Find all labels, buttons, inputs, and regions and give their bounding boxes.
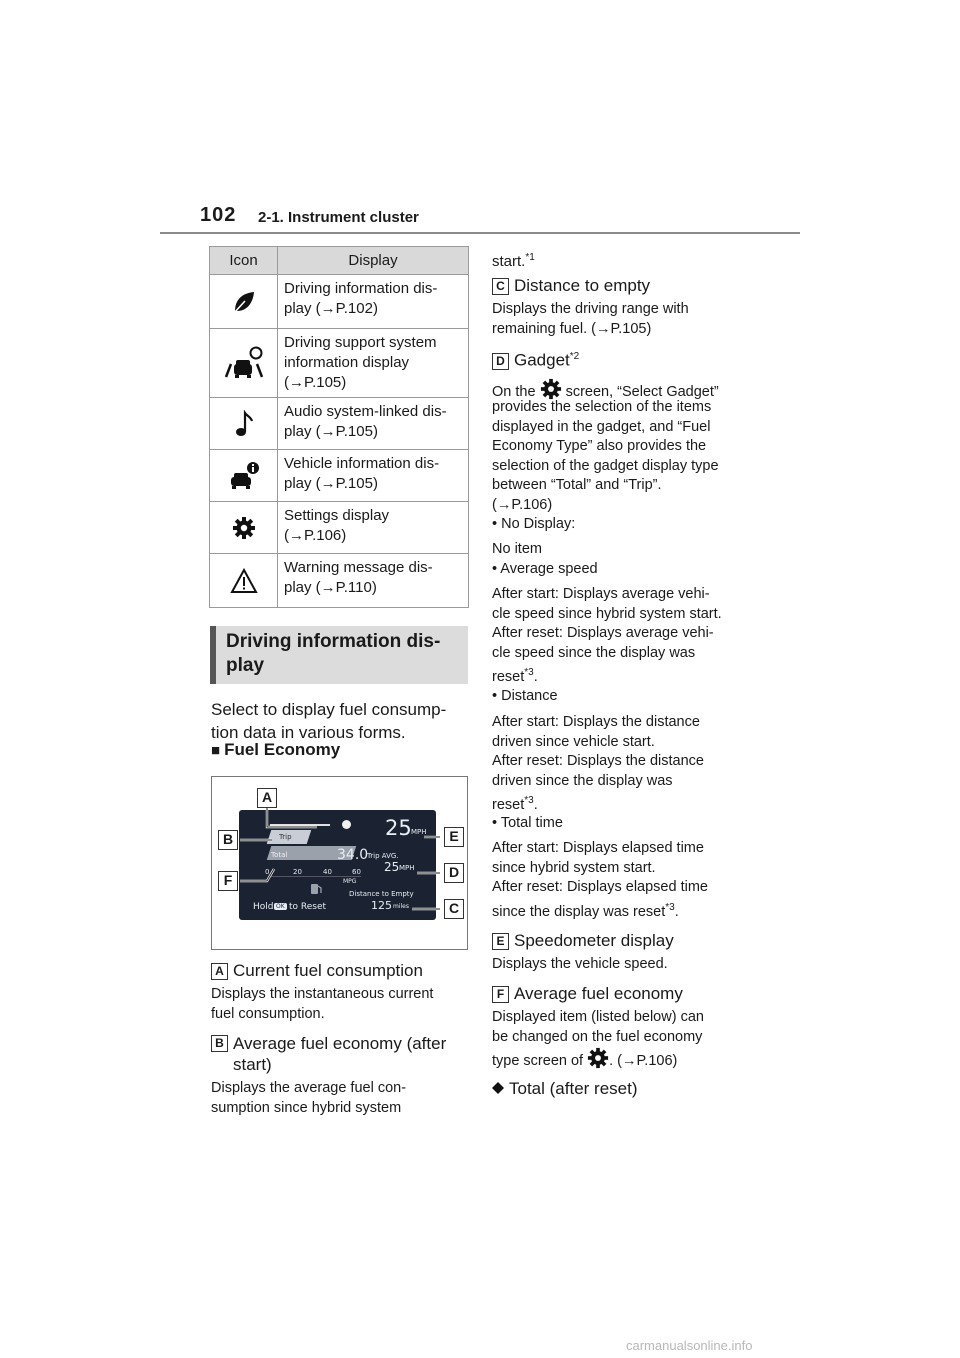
screen-select-gadget-text: screen, “Select Gadget” (565, 384, 719, 400)
row-display-text: Vehicle information dis- play (→P.105) (284, 455, 440, 492)
watermark: carmanualsonline.info (626, 1338, 753, 1353)
item-f-desc (492, 1008, 752, 1072)
item-b-title: Average fuel economy (after start) (233, 1034, 447, 1074)
speed-value: 25 (385, 816, 412, 840)
col-display-header: Display (278, 247, 469, 275)
footnote-2: *2 (569, 351, 580, 362)
item-a-desc: Displays the instantaneous current fuel consumption. (211, 986, 434, 1022)
item-b-heading (211, 1033, 473, 1075)
item-f-title: Average fuel economy (514, 984, 683, 1003)
row-display-text: Warning message dis- play (→P.110) (284, 559, 433, 596)
item-d-title: Gadget (514, 350, 570, 370)
callout-f: F (218, 871, 238, 891)
item-a-heading (211, 960, 423, 981)
tick-60: 60 (352, 868, 361, 876)
car-info-icon (227, 461, 261, 491)
car-support-icon (222, 346, 266, 380)
item-c-title: Distance to empty (514, 276, 651, 295)
row-display-text: Audio system-linked dis- play (→P.105) (284, 403, 447, 440)
item-f-ref: . (→P.106) (609, 1053, 678, 1069)
music-note-icon (234, 410, 254, 438)
item-f-heading (492, 983, 683, 1004)
letter-a: A (211, 963, 228, 980)
bullet-no-display: • No Display: (492, 516, 576, 532)
fuel-economy-subhead (211, 740, 340, 760)
continued-start (492, 246, 535, 273)
row-display-text: Settings display (→P.106) (284, 507, 390, 544)
bullet-distance-desc (492, 713, 704, 815)
gear-icon (587, 1047, 609, 1069)
mpg-value: 34.0 (337, 847, 369, 863)
item-e-title: Speedometer display (514, 931, 674, 950)
distance-desc-text: After start: Displays the distance driven since vehicle start. After reset: Displays the distance driven since the display was reset (492, 714, 704, 813)
total-after-reset (492, 1078, 638, 1099)
ok-badge: OK (276, 903, 285, 910)
gear-icon (232, 516, 256, 540)
header-rule (160, 232, 800, 234)
dte-value: 125 (371, 899, 392, 912)
item-e-desc: Displays the vehicle speed. (492, 956, 668, 972)
table-row (210, 502, 469, 554)
item-b-desc: Displays the average fuel con- sumption since hybrid system (211, 1080, 407, 1116)
bullet-no-display-desc: No item (492, 541, 542, 557)
item-d-desc: provides the selection of the items displayed in the gadget, and “Fuel Economy Type” also provides the selection of the gadget display type between “Total” and “Trip”. (→P.106) (492, 399, 719, 513)
speed-unit: MPH (411, 828, 427, 836)
fuel-economy-label: Fuel Economy (224, 740, 341, 759)
total-label: Total (271, 851, 288, 859)
letter-e: E (492, 933, 509, 950)
gear-icon (540, 378, 562, 400)
item-c-desc: Displays the driving range with remaining fuel. (→P.105) (492, 301, 689, 337)
bullet-average-speed-desc (492, 585, 722, 687)
avg-speed-value: 25 (384, 860, 400, 874)
row-display-text: Driving support system information display (→P.105) (284, 334, 437, 391)
table-row (210, 554, 469, 608)
average-speed-desc-text: After start: Displays average vehi- cle speed since hybrid system start. After reset: Displays average vehi- cle speed since the display was reset (492, 586, 722, 685)
bullet-distance: • Distance (492, 688, 558, 704)
section-title: 2-1. Instrument cluster (258, 209, 419, 226)
warning-triangle-icon (230, 568, 258, 594)
callout-d: D (444, 863, 464, 883)
table-row (210, 450, 469, 502)
avg-speed-unit: MPH (399, 864, 415, 872)
item-a-title: Current fuel consumption (233, 961, 423, 980)
trip-label: Trip (279, 833, 292, 841)
letter-c: C (492, 278, 509, 295)
bullet-average-speed: • Average speed (492, 561, 598, 577)
square-bullet-icon: ■ (211, 742, 221, 759)
item-f-desc-text: Displayed item (listed below) can be changed on the fuel economy type screen of (492, 1009, 704, 1069)
table-row (210, 398, 469, 450)
mpg-unit: MPG (343, 878, 357, 885)
tick-20: 20 (293, 868, 302, 876)
total-time-desc-text: After start: Displays elapsed time since hybrid system start. After reset: Displays elapsed time since the display was reset (492, 840, 708, 920)
period: . (533, 668, 538, 685)
hold-label: Hold (253, 902, 274, 912)
leaf-icon (231, 289, 257, 315)
letter-f: F (492, 986, 509, 1003)
diamond-bullet-icon (492, 1082, 504, 1094)
letter-b: B (211, 1035, 228, 1052)
period: . (674, 903, 679, 920)
callout-e: E (444, 827, 464, 847)
table-row (210, 275, 469, 329)
col-icon-header: Icon (210, 247, 278, 275)
callout-leaders (212, 777, 469, 951)
intro-text: Select to display fuel consump- tion data in various forms. (211, 700, 447, 742)
footnote-3: *3 (524, 795, 534, 806)
total-after-reset-text: Total (after reset) (509, 1079, 638, 1098)
dte-unit: miles (393, 903, 409, 910)
item-d-heading (492, 346, 579, 371)
icon-table (209, 246, 469, 608)
callout-a: A (257, 788, 277, 808)
item-c-heading (492, 275, 650, 296)
page-number: 102 (200, 204, 237, 226)
callout-b: B (218, 830, 238, 850)
table-row (210, 329, 469, 398)
fuel-economy-figure (211, 776, 468, 950)
to-reset-label: to Reset (289, 902, 327, 912)
row-display-text: Driving information dis- play (→P.102) (284, 280, 438, 317)
bullet-total-time: • Total time (492, 815, 563, 831)
continued-start-text: start. (492, 253, 526, 270)
period: . (533, 796, 538, 813)
trip-avg-label: Trip AVG. (367, 852, 399, 860)
section-heading-text: Driving information dis- play (226, 631, 441, 676)
letter-d: D (492, 353, 509, 370)
footnote-3: *3 (665, 901, 675, 913)
on-the-text: On the (492, 384, 536, 400)
item-e-heading (492, 930, 674, 951)
tick-40: 40 (323, 868, 332, 876)
callout-c: C (444, 899, 464, 919)
section-heading (210, 626, 468, 684)
footnote-3: *3 (524, 667, 534, 678)
bullet-total-time-desc (492, 839, 708, 922)
dte-label: Distance to Empty (349, 890, 414, 898)
footnote-1: *1 (525, 252, 535, 263)
tick-0: 0 (265, 868, 270, 876)
